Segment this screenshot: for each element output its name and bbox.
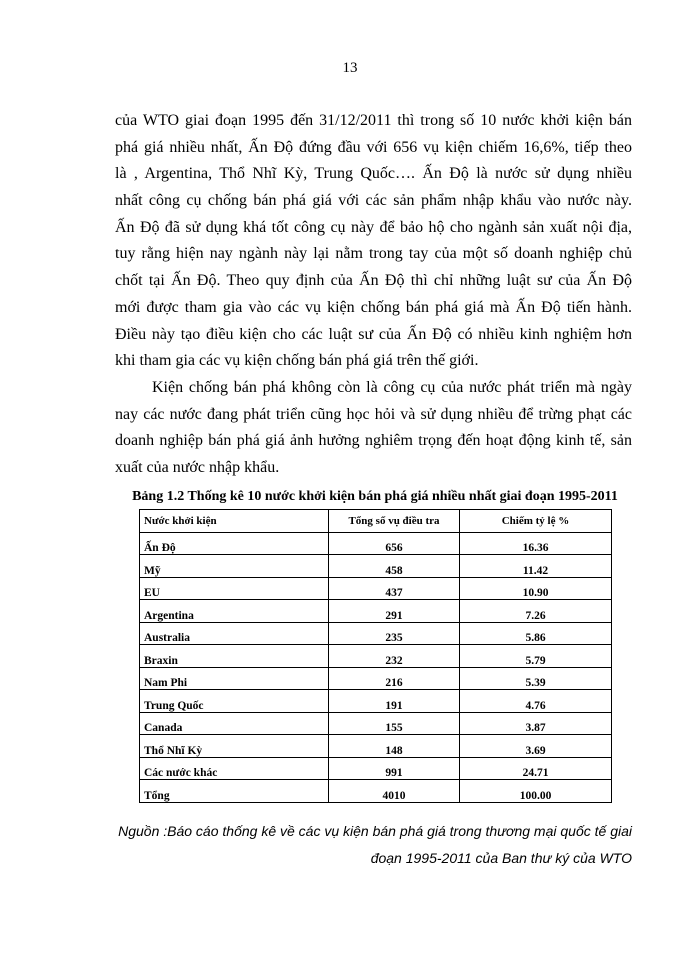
paragraph-2 [115, 375, 632, 482]
case-count-cell: 148 [329, 735, 460, 758]
country-cell: Nam Phi [140, 667, 329, 690]
percentage-cell: 24.71 [460, 757, 612, 780]
country-cell: Trung Quốc [140, 690, 329, 713]
country-cell: Thổ Nhĩ Kỳ [140, 735, 329, 758]
text-line: Điều này tạo điều kiện cho các luật sư của Ấn Độ có nhiều kinh nghiệm hơn [115, 325, 632, 343]
percentage-cell: 100.00 [460, 780, 612, 803]
statistics-table [139, 509, 612, 803]
case-count-cell: 216 [329, 667, 460, 690]
table-row [140, 600, 612, 623]
table-row [140, 780, 612, 803]
country-cell: Australia [140, 622, 329, 645]
page-number: 13 [342, 60, 358, 76]
table-row [140, 622, 612, 645]
country-cell: Tổng [140, 780, 329, 803]
case-count-cell: 991 [329, 757, 460, 780]
table-row [140, 577, 612, 600]
percentage-cell: 5.79 [460, 645, 612, 668]
percentage-cell: 3.87 [460, 712, 612, 735]
text-line: doanh nghiệp bán phá giá ảnh hưởng nghiêm trọng đến hoạt động kinh tế, sản [115, 432, 632, 450]
table-row [140, 555, 612, 578]
text-line: khi tham gia các vụ kiện chống bán phá giá trên thế giới. [115, 352, 479, 370]
text-line: mới được tham gia vào các vụ kiện chống bán phá giá mà Ấn Độ tiến hành. [115, 298, 632, 316]
case-count-cell: 656 [329, 532, 460, 555]
text-line: Kiện chống bán phá không còn là công cụ của nước phát triển mà ngày [152, 378, 632, 396]
country-cell: Mỹ [140, 555, 329, 578]
percentage-cell: 3.69 [460, 735, 612, 758]
country-cell: Ấn Độ [140, 532, 329, 555]
country-cell: Canada [140, 712, 329, 735]
paragraph-1 [115, 108, 632, 375]
percentage-cell: 11.42 [460, 555, 612, 578]
column-header: Chiếm tỷ lệ % [460, 510, 612, 533]
source-note [115, 818, 632, 872]
source-line: Nguồn :Báo cáo thống kê về các vụ kiện bán phá giá trong thương mại quốc tế giai [118, 823, 632, 839]
table-row [140, 735, 612, 758]
text-line: phá giá nhiều nhất, Ấn Độ đứng đầu với 656 vụ kiện chiếm 16,6%, tiếp theo [115, 138, 632, 156]
table-row [140, 667, 612, 690]
case-count-cell: 235 [329, 622, 460, 645]
text-line: nhất công cụ chống bán phá giá với các sản phẩm nhập khẩu vào nước này. [115, 192, 632, 210]
table-row [140, 690, 612, 713]
table-row [140, 645, 612, 668]
country-cell: Các nước khác [140, 757, 329, 780]
percentage-cell: 10.90 [460, 577, 612, 600]
case-count-cell: 458 [329, 555, 460, 578]
percentage-cell: 5.86 [460, 622, 612, 645]
percentage-cell: 4.76 [460, 690, 612, 713]
text-line: nay các nước đang phát triển cũng học hỏi và sử dụng nhiều để trừng phạt các [115, 405, 632, 423]
text-line: chốt tại Ấn Độ. Theo quy định của Ấn Độ thì chỉ những luật sư của Ấn Độ [115, 272, 632, 290]
column-header: Tổng số vụ điều tra [329, 510, 460, 533]
case-count-cell: 291 [329, 600, 460, 623]
case-count-cell: 191 [329, 690, 460, 713]
source-line: đoạn 1995-2011 của Ban thư ký của WTO [370, 850, 632, 866]
country-cell: EU [140, 577, 329, 600]
text-line: xuất của nước nhập khẩu. [115, 458, 280, 476]
text-line: tuy rằng hiện nay ngành này lại nằm trong tay của một số doanh nghiệp chủ [115, 245, 632, 263]
case-count-cell: 437 [329, 577, 460, 600]
country-cell: Argentina [140, 600, 329, 623]
body-text [115, 108, 632, 482]
case-count-cell: 155 [329, 712, 460, 735]
percentage-cell: 16.36 [460, 532, 612, 555]
text-line: của WTO giai đoạn 1995 đến 31/12/2011 thì trong số 10 nước khởi kiện bán [115, 112, 632, 129]
table-header-row [140, 510, 612, 533]
table-caption: Bảng 1.2 Thống kê 10 nước khởi kiện bán phá giá nhiều nhất giai đoạn 1995-2011 [132, 489, 618, 504]
table-row [140, 712, 612, 735]
percentage-cell: 5.39 [460, 667, 612, 690]
case-count-cell: 4010 [329, 780, 460, 803]
text-line: là , Argentina, Thổ Nhĩ Kỳ, Trung Quốc…. Ấn Độ là nước sử dụng nhiều [115, 165, 632, 183]
case-count-cell: 232 [329, 645, 460, 668]
table-row [140, 757, 612, 780]
table-row [140, 532, 612, 555]
text-line: Ấn Độ đã sử dụng khá tốt công cụ này để bảo hộ cho ngành sản xuất nội địa, [115, 218, 632, 236]
country-cell: Braxin [140, 645, 329, 668]
percentage-cell: 7.26 [460, 600, 612, 623]
column-header: Nước khởi kiện [140, 510, 329, 533]
